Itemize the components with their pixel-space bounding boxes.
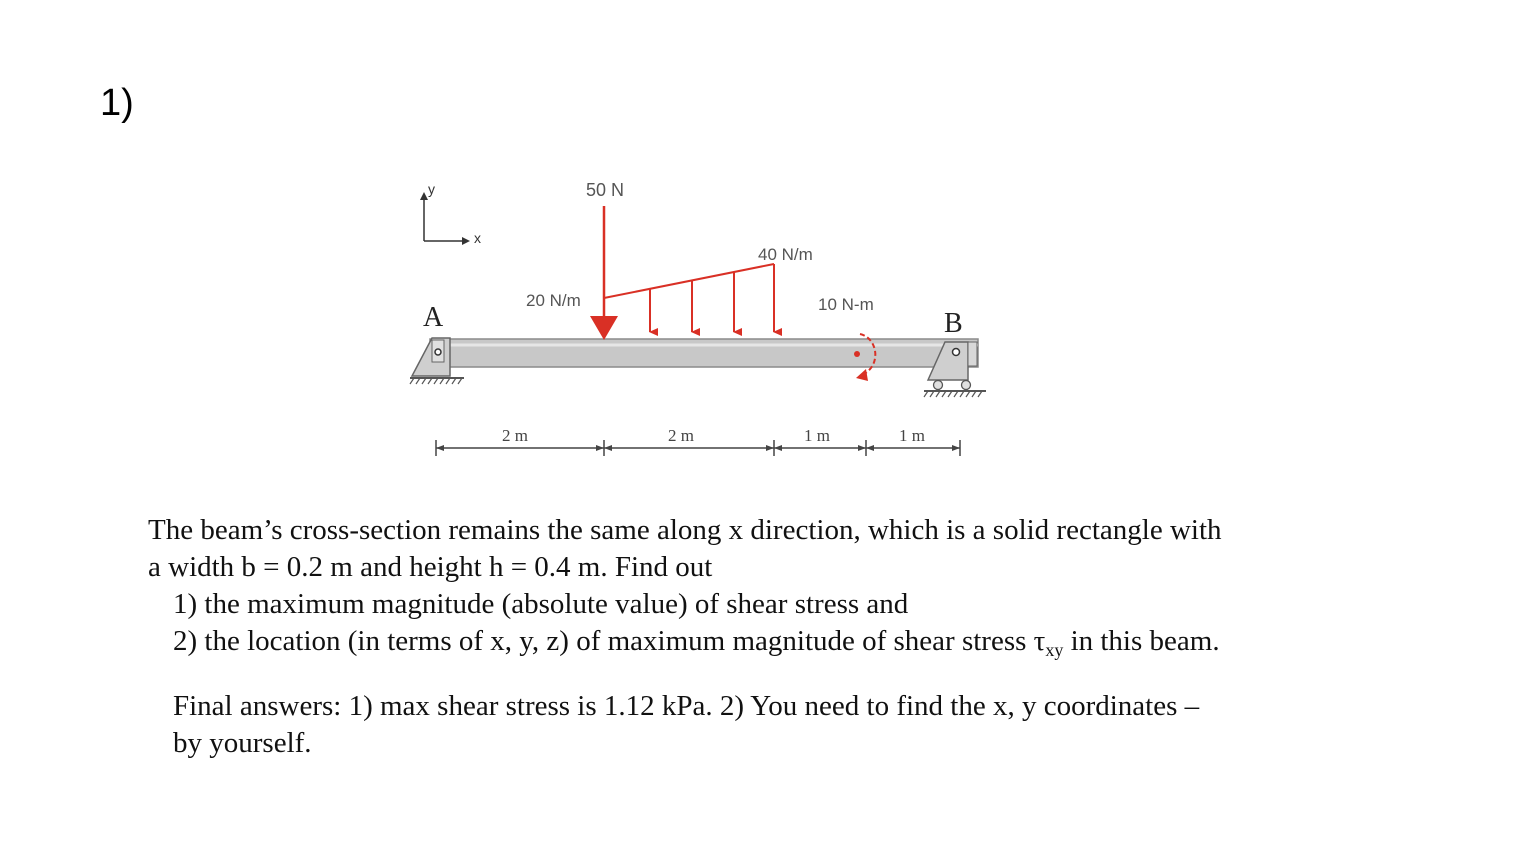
problem-number: 1) [100, 82, 134, 124]
point-load-arrow [590, 206, 618, 340]
distributed-load-top-line [604, 264, 774, 298]
y-axis-label: y [428, 181, 435, 197]
final-answers-line-2: by yourself. [173, 727, 312, 759]
point-b-label: B [944, 308, 963, 339]
x-axis-label: x [474, 230, 481, 246]
final-answers-line-1: Final answers: 1) max shear stress is 1.12 kPa. 2) You need to find the x, y coordinates – [173, 690, 1200, 722]
segment-label-2: 2 m [668, 426, 694, 445]
pin-a [435, 349, 441, 355]
segment-label-4: 1 m [899, 426, 925, 445]
coordinate-axes [420, 181, 481, 246]
dist-load-end-label: 40 N/m [758, 245, 813, 264]
roller-left [934, 381, 943, 390]
tau-subscript: xy [1045, 640, 1064, 660]
y-axis-arrowhead [420, 192, 428, 200]
x-axis-arrowhead [462, 237, 470, 245]
statement-item-1: 1) the maximum magnitude (absolute value) of shear stress and [173, 588, 909, 620]
segment-label-1: 2 m [502, 426, 528, 445]
statement-item-2-text: 2) the location (in terms of x, y, z) of maximum magnitude of shear stress τ [173, 625, 1046, 657]
roller-right [962, 381, 971, 390]
point-a-label: A [423, 302, 444, 333]
dist-load-start-label: 20 N/m [526, 291, 581, 310]
distributed-load [604, 264, 774, 332]
moment-label: 10 N-m [818, 295, 874, 314]
point-load-label: 50 N [586, 180, 625, 200]
final-answers [173, 688, 1393, 762]
statement-line-1: The beam’s cross-section remains the same along x direction, which is a solid rectangle with [148, 514, 1222, 546]
beam [430, 339, 978, 367]
pin-b [953, 349, 960, 356]
segment-label-3: 1 m [804, 426, 830, 445]
statement-line-2: a width b = 0.2 m and height h = 0.4 m. Find out [148, 551, 713, 583]
statement-item-2-tail: in this beam. [1063, 625, 1220, 657]
moment-center-dot [854, 351, 860, 357]
problem-statement [148, 512, 1398, 669]
statement-item-2 [148, 623, 1398, 669]
